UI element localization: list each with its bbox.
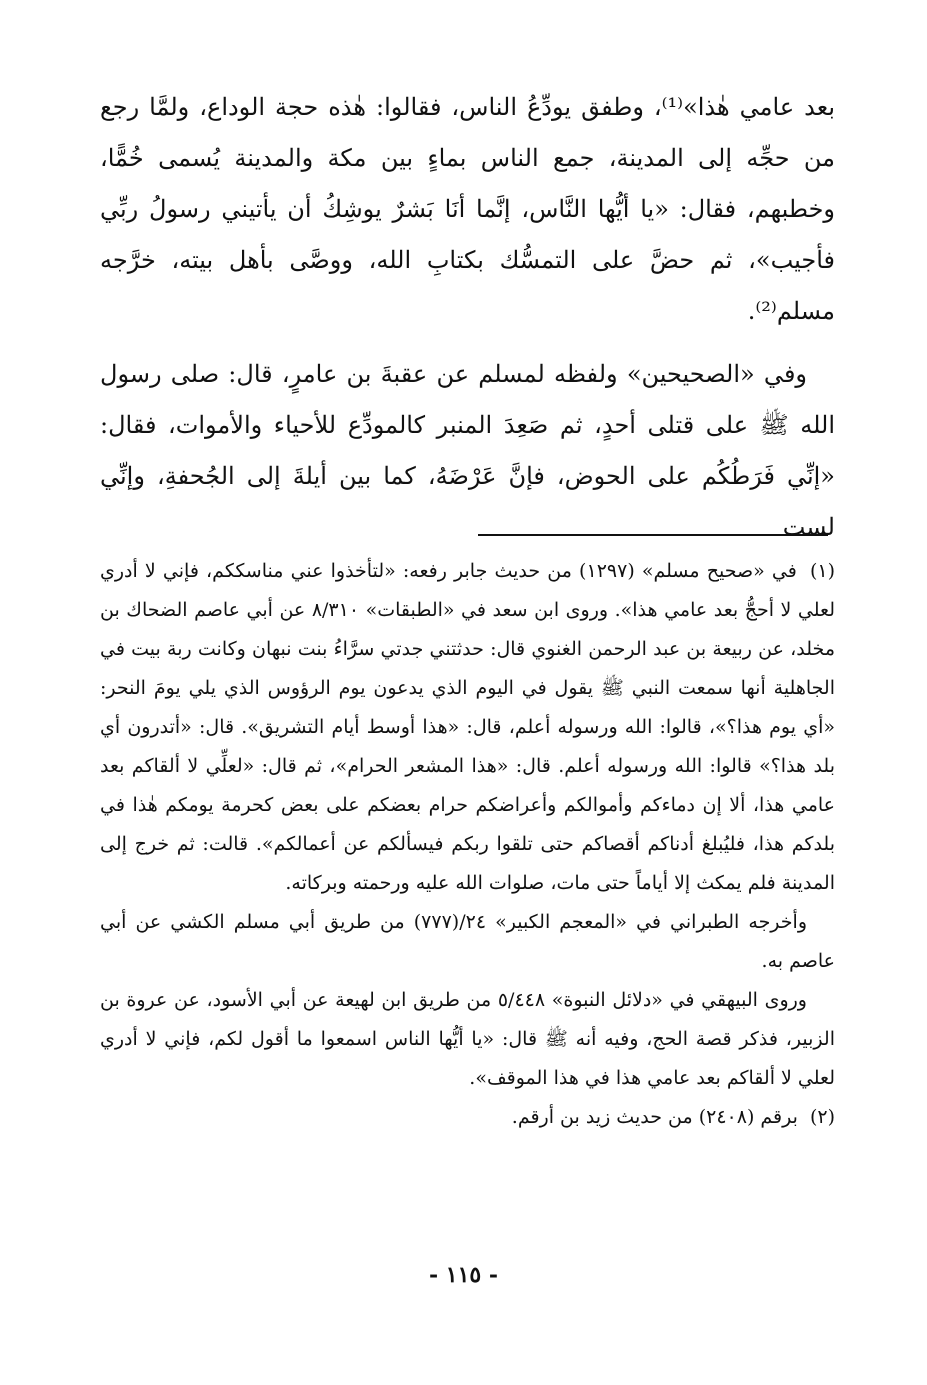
footnote-2-text: برقم (٢٤٠٨) من حديث زيد بن أرقم. <box>511 1106 798 1128</box>
footnote-1-paragraph-3: وروى البيهقي في «دلائل النبوة» ٥/٤٤٨ من طريق ابن لهيعة عن أبي الأسود، عن عروة بن الزبير، فذكر قصة الحج، وفيه أنه ﷺ قال: «يا أيُّها الناس اسمعوا ما أقول لكم، فإني لا أدري لعلي لا ألقاكم بعد عامي هذا في هذا الموقف». <box>100 989 835 1089</box>
footnote-2-number: (٢) <box>809 1106 835 1128</box>
footnotes <box>100 552 835 1137</box>
footnote-separator <box>478 534 828 536</box>
footnote-2 <box>100 1098 835 1137</box>
footnote-1-text: في «صحيح مسلم» (١٢٩٧) من حديث جابر رفعه: «لتأخذوا عني مناسككم، فإني لا أدري لعلي لا أحجُّ بعد عامي هذا». وروى ابن سعد في «الطبقات» ٨/٣١٠ عن أبي عاصم الضحاك بن مخلد، عن ربيعة بن عبد الرحمن الغنوي قال: حدثتني جدتي سرَّاءُ بنت نبهان وكانت ربة بيت في الجاهلية أنها سمعت النبي ﷺ يقول في اليوم الذي يدعون يوم الرؤوس الذي يلي يومَ النحر: «أي يوم هذا؟»، قالوا: الله ورسوله أعلم، قال: «هذا أوسط أيام التشريق». قال: «أتدرون أي بلد هذا؟» قالوا: الله ورسوله أعلم. قال: «هذا المشعر الحرام»، ثم قال: «لعلِّي لا ألقاكم بعد عامي هذا، ألا إن دماءكم وأموالكم وأعراضكم حرام بعضكم على بعض كحرمة يومكم هٰذا في بلدكم هذا، فليُبلغ أدناكم أقصاكم حتى تلقوا ربكم فيسألكم عن أعمالكم». قالت: ثم خرج إلى المدينة فلم يمكث إلا أياماً حتى مات، صلوات الله عليه ورحمته وبركاته. <box>100 560 835 894</box>
footnote-1-paragraph-2: وأخرجه الطبراني في «المعجم الكبير» ٢٤/(٧٧٧) من طريق أبي مسلم الكشي عن أبي عاصم به. <box>100 911 835 972</box>
main-paragraph-2: وفي «الصحيحين» ولفظه لمسلم عن عقبةَ بن عامرٍ، قال: صلى رسول الله ﷺ على قتلى أحدٍ، ثم صَعِدَ المنبر كالمودِّع للأحياء والأموات، فقال: «إنِّي فَرَطُكُم على الحوض، فإنَّ عَرْضَهُ، كما بين أيلةَ إلى الجُحفةِ، وإنِّي لست <box>100 360 835 541</box>
main-paragraph-1: بعد عامي هٰذا»⁽¹⁾، وطفق يودِّعُ الناس، فقالوا: هٰذه حجة الوداع، ولمَّا رجع من حجِّه إلى المدينة، جمع الناس بماءٍ بين مكة والمدينة يُسمى خُمًّا، وخطبهم، فقال: «يا أيُّها النَّاس، إنَّما أنَا بَشرٌ يوشِكُ أن يأتيني رسولُ ربِّي فأجيب»، ثم حضَّ على التمسُّك بكتابِ الله، ووصَّى بأهل بيته، خرَّجه مسلم⁽²⁾. <box>100 93 835 325</box>
page-number: - ١١٥ - <box>428 1262 499 1288</box>
main-text <box>100 82 835 553</box>
footnote-1 <box>100 552 835 903</box>
footnote-1-number: (١) <box>809 560 835 582</box>
